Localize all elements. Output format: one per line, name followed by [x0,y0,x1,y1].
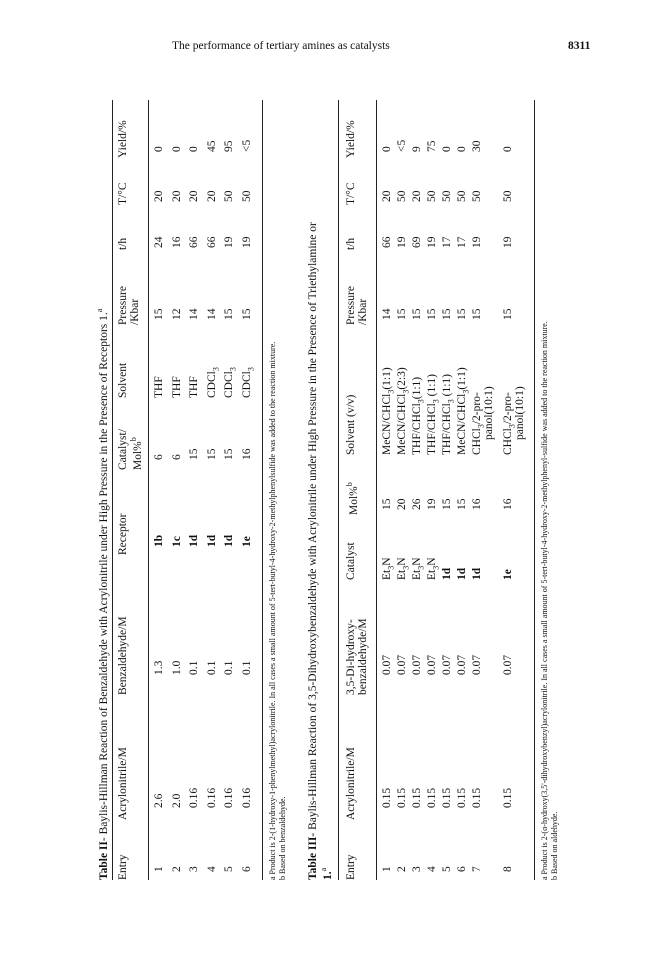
t3-cell-time: 66 [381,236,393,248]
table-2-header-rule [148,100,149,880]
t2-cell-pressure: 15 [240,308,253,320]
t2-cell-temp: 20 [188,190,200,202]
t3-cell-acrylonitrile: 0.15 [471,787,483,808]
t2-cell-receptor: 1d [205,534,218,547]
t3-cell-pressure: 15 [456,308,468,320]
t2-cell-receptor: 1d [223,534,235,547]
t3-cell-catalyst: $Et_3N$ [411,557,426,580]
t3-header-yield: Yield/% [345,120,357,158]
t3-cell-mol: 16 [502,498,514,510]
t3-cell-aldehyde: 0.07 [441,654,453,675]
t2-cell-temp: 20 [205,190,218,202]
t2-cell-time: 19 [240,236,253,248]
table-2-footnote-a: a Product is 2-(1-hydroxy-1-phenylmethyl)acrylonitrile. In all cases a small amount of 5-tert-butyl-4-hydroxy-2-methylphenylsulfide was added to the reaction mixture. [268,341,277,880]
t3-cell-solvent: CHCl$_3$/2-pro- [471,392,486,455]
t3-cell-acrylonitrile: 0.15 [456,787,468,808]
t2-cell-benzaldehyde: 0.1 [240,660,253,675]
t3-cell-yield: 0 [502,146,514,152]
t3-cell-solvent: THF/CHCl$_3$ (1:1) [426,374,441,455]
table-2-caption: Table II- Baylis-Hillman Reaction of Benzaldehyde with Acrylonitrile under High Pressure in the Presence of Receptors 1.$^a$ [95,308,110,880]
t2-header-benzaldehyde: Benzaldehyde/M [117,616,129,695]
t3-cell-yield: 0 [456,146,468,152]
t3-header-time: t/h [345,237,357,250]
t3-cell-mol: 16 [471,498,483,510]
t3-cell-solvent: MeCN/CHCl$_3$(2:3) [396,367,411,455]
t3-cell-time: 19 [471,236,483,248]
t2-header-catalyst: Catalyst/ Mol%$^b$ [117,429,144,470]
table-2-footnote-b: b Based on benzaldehyde. [278,796,287,880]
t3-cell-solvent: MeCN/CHCl$_3$(1:1) [381,367,396,455]
t3-cell-aldehyde: 0.07 [411,654,423,675]
t3-cell-pressure: 15 [426,308,438,320]
t3-cell-mol: 20 [396,498,408,510]
t2-cell-benzaldehyde: 1.3 [153,660,165,675]
t2-cell-solvent: CDCl$_3$ [223,367,238,398]
t3-cell-yield: 9 [411,146,423,152]
t3-cell-time: 69 [411,236,423,248]
t3-cell-catalyst: 1d [441,567,453,580]
t3-cell-time: 19 [502,236,514,248]
t3-cell-aldehyde: 0.07 [426,654,438,675]
t2-cell-solvent: THF [153,376,165,398]
table-3-footnote-b: b Based on aldehyde. [550,811,559,880]
t2-cell-yield: 0 [188,146,200,152]
t2-header-entry: Entry [117,854,129,880]
t3-cell-solvent: CHCl$_3$/2-pro- [502,392,517,455]
t2-cell-time: 66 [188,236,200,248]
t2-cell-entry: 5 [223,866,235,872]
t3-cell-pressure: 15 [396,308,408,320]
table-3-top-rule [338,100,339,880]
t2-header-solvent: Solvent [117,362,129,398]
t2-cell-entry: 4 [205,866,218,872]
t3-cell-time: 19 [426,236,438,248]
t2-cell-time: 66 [205,236,218,248]
t2-cell-acrylonitrile: 2.6 [153,793,165,808]
t2-cell-pressure: 14 [205,308,218,320]
t3-header-solvent: Solvent (v/v) [345,394,357,455]
t2-cell-yield: 0 [170,146,183,152]
t3-cell-temp: 50 [396,190,408,202]
t2-cell-yield: 0 [153,146,165,152]
t3-cell-yield: 0 [441,146,453,152]
t3-cell-entry: 3 [411,866,423,872]
t3-cell-temp: 50 [471,190,483,202]
t3-header-catalyst: Catalyst [345,542,357,580]
table-3-header-rule [376,100,377,880]
t3-cell-mol: 15 [456,498,468,510]
t3-cell-mol: 15 [381,498,393,510]
t2-header-temp: T/°C [117,182,129,205]
t3-cell-entry: 2 [396,866,408,872]
t2-cell-solvent: THF [188,376,200,398]
t3-cell-pressure: 15 [441,308,453,320]
t2-cell-receptor: 1c [170,536,183,547]
t2-cell-yield: 45 [205,140,218,152]
t3-cell-acrylonitrile: 0.15 [441,787,453,808]
table-3-caption: Table III- Baylis-Hillman Reaction of 3,5-Dihydroxybenzaldehyde with Acrylonitrile under High Pressure in the Presence of Triethylamine or 1.$^a$ [307,222,334,880]
page-number: 8311 [568,40,591,52]
t2-cell-temp: 50 [223,190,235,202]
t2-cell-acrylonitrile: 0.16 [205,787,218,808]
t3-cell-catalyst: 1d [456,567,468,580]
t3-cell-time: 19 [396,236,408,248]
t3-cell-catalyst: 1d [471,567,483,580]
t3-cell-yield: 30 [471,140,483,152]
t2-cell-benzaldehyde: 0.1 [223,660,235,675]
t3-cell-time: 17 [456,236,468,248]
running-head [0,40,672,60]
t3-header-acrylonitrile: Acrylonitrile/M [345,747,357,820]
t3-cell-pressure: 15 [411,308,423,320]
t3-cell-temp: 50 [426,190,438,202]
t3-cell-pressure: 14 [381,308,393,320]
t3-cell-catalyst: $Et_3N$ [381,557,396,580]
t3-cell-temp: 50 [456,190,468,202]
t3-cell-pressure: 15 [502,308,514,320]
t2-cell-time: 16 [170,236,183,248]
t3-cell-pressure: 15 [471,308,483,320]
t2-cell-pressure: 14 [188,308,200,320]
t3-cell-entry: 8 [502,866,514,872]
t2-cell-temp: 50 [240,190,253,202]
t2-cell-entry: 1 [153,866,165,872]
t2-cell-catalyst: 15 [205,448,218,460]
t3-cell-entry: 1 [381,866,393,872]
table-3-bottom-rule [534,100,535,880]
t3-cell-solvent: THF/CHCl$_3$(1:1) [411,376,426,455]
t2-cell-catalyst: 15 [223,448,235,460]
t2-cell-acrylonitrile: 0.16 [188,787,200,808]
t3-cell-acrylonitrile: 0.15 [381,787,393,808]
t2-header-yield: Yield/% [117,120,129,158]
t3-cell-catalyst: $Et_3N$ [426,557,441,580]
t3-cell-aldehyde: 0.07 [502,654,514,675]
t3-cell-catalyst: $Et_3N$ [396,557,411,580]
t3-cell-mol: 19 [426,498,438,510]
t3-cell-mol: 26 [411,498,423,510]
t3-cell-acrylonitrile: 0.15 [396,787,408,808]
t2-cell-benzaldehyde: 0.1 [205,660,218,675]
t3-header-pressure: Pressure /Kbar [345,286,369,325]
t2-cell-benzaldehyde: 0.1 [188,660,200,675]
t3-cell-aldehyde: 0.07 [381,654,393,675]
t2-cell-solvent: CDCl$_3$ [205,367,220,398]
t2-cell-yield: 95 [223,140,235,152]
t3-cell-catalyst: 1e [502,569,514,580]
t2-cell-receptor: 1e [240,536,253,547]
t2-cell-entry: 3 [188,866,200,872]
t3-cell-mol: 15 [441,498,453,510]
t2-cell-receptor: 1b [153,534,165,547]
t3-cell-aldehyde: 0.07 [396,654,408,675]
t2-cell-acrylonitrile: 2.0 [170,793,183,808]
t3-cell-acrylonitrile: 0.15 [411,787,423,808]
t3-cell-entry: 7 [471,866,483,872]
t3-cell-temp: 20 [411,190,423,202]
table-2-top-rule [112,100,113,880]
t3-cell-yield: <5 [396,139,408,152]
t3-cell-temp: 20 [381,190,393,202]
t2-cell-entry: 2 [170,866,183,872]
t2-header-receptor: Receptor [117,513,129,555]
t3-header-temp: T/°C [345,182,357,205]
t3-cell-entry: 4 [426,866,438,872]
t3-cell-aldehyde: 0.07 [456,654,468,675]
t3-cell-temp: 50 [441,190,453,202]
t3-header-aldehyde: 3,5-Di-hydroxy- benzaldehyde/M [345,618,369,695]
t3-header-entry: Entry [345,854,357,880]
t2-cell-entry: 6 [240,866,253,872]
t2-cell-catalyst: 16 [240,448,253,460]
t3-header-mol: Mol%$^b$ [345,482,360,515]
table-3-footnote-a: a Product is 2-(α-hydroxy(3,5'-dihydroxybenzyl)acrylonitrile. In all cases a small amount of 5-tert-butyl-4-hydroxy-2-methylphenyl-sulfide was added to the reaction mixture. [540,321,549,880]
t2-cell-acrylonitrile: 0.16 [223,787,235,808]
t2-header-pressure: Pressure /Kbar [117,286,141,325]
t3-cell-entry: 6 [456,866,468,872]
rotated-tables [96,60,576,880]
t3-cell-solvent: THF/CHCl$_3$ (1:1) [441,374,456,455]
t2-cell-pressure: 15 [153,308,165,320]
t3-cell-acrylonitrile: 0.15 [502,787,514,808]
t2-cell-yield: <5 [240,139,253,152]
t2-cell-catalyst: 15 [188,448,200,460]
t3-cell-time: 17 [441,236,453,248]
t3-cell-yield: 0 [381,146,393,152]
t3-cell-solvent-cont: panol(10:1) [483,386,495,440]
t3-cell-yield: 75 [426,140,438,152]
t2-cell-temp: 20 [170,190,183,202]
t2-cell-receptor: 1d [188,534,200,547]
table-2-bottom-rule [262,100,263,880]
t3-cell-aldehyde: 0.07 [471,654,483,675]
running-title: The performance of tertiary amines as catalysts [172,40,390,52]
t3-cell-acrylonitrile: 0.15 [426,787,438,808]
t2-cell-solvent: CDCl$_3$ [240,367,255,398]
t2-cell-time: 19 [223,236,235,248]
t2-header-time: t/h [117,237,129,250]
t2-cell-time: 24 [153,236,165,248]
t2-cell-temp: 20 [153,190,165,202]
t2-cell-solvent: THF [170,376,183,398]
t3-cell-temp: 50 [502,190,514,202]
t2-cell-acrylonitrile: 0.16 [240,787,253,808]
t2-header-acrylonitrile: Acrylonitrile/M [117,747,129,820]
t2-cell-catalyst: 6 [153,454,165,460]
t2-cell-pressure: 12 [170,308,183,320]
t3-cell-entry: 5 [441,866,453,872]
t2-cell-catalyst: 6 [170,454,183,460]
t2-cell-pressure: 15 [223,308,235,320]
t3-cell-solvent: MeCN/CHCl$_3$(1:1) [456,367,471,455]
t3-cell-solvent-cont: panol(10:1) [514,386,526,440]
t2-cell-benzaldehyde: 1.0 [170,660,183,675]
